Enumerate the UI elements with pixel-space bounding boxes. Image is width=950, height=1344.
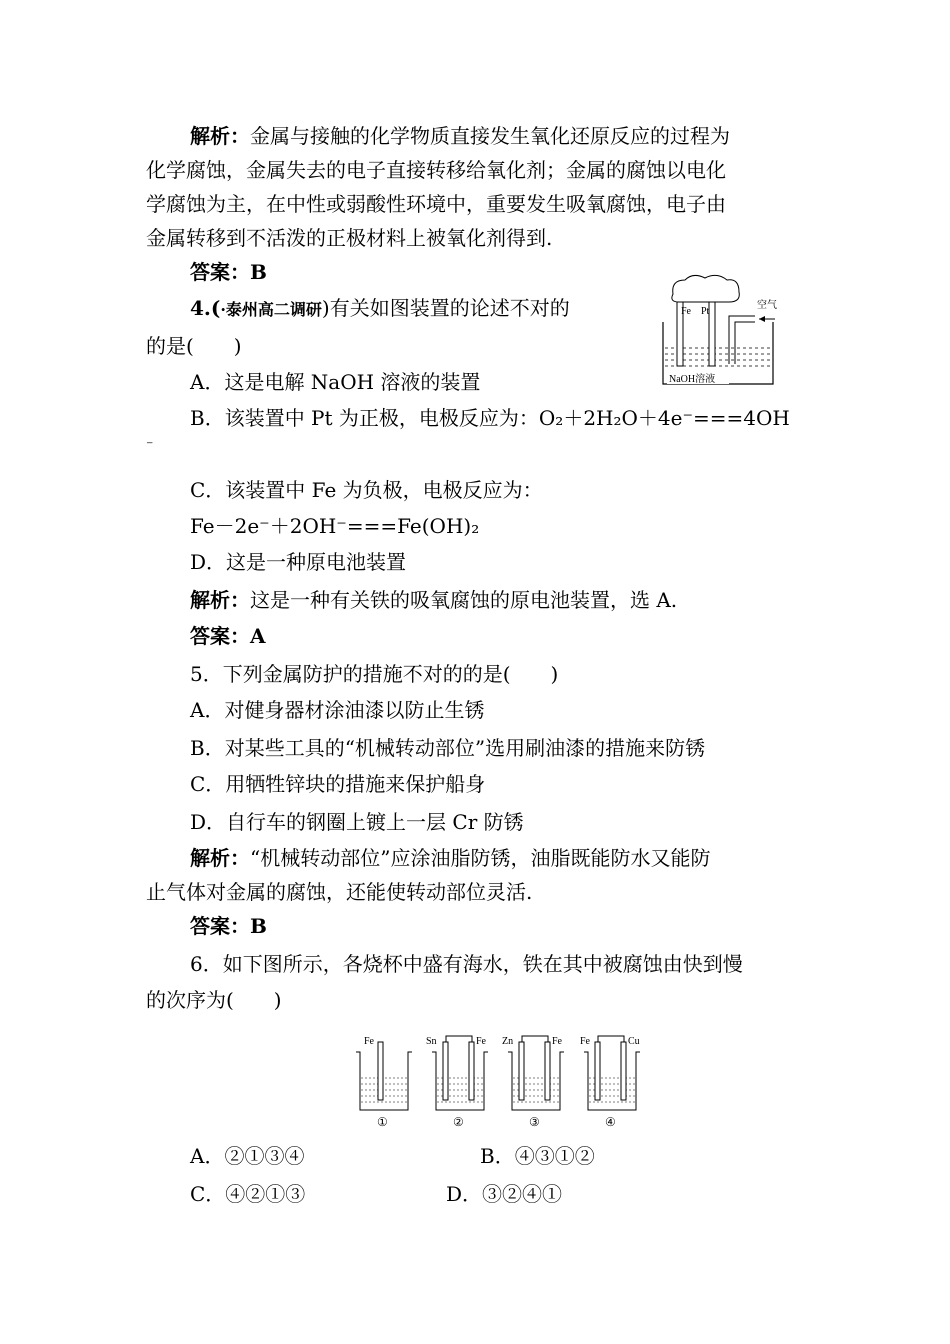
analysis-label: 解析： [190,588,250,612]
q4-option-d: D．这是一种原电池装置 [190,550,407,574]
q5-option-d: D．自行车的钢圈上镀上一层 Cr 防锈 [190,810,524,834]
beaker-3-number: ③ [529,1115,540,1129]
pt-label: Pt [701,306,710,317]
analysis-text: “机械转动部位”应涂油脂防锈，油脂既能防水又能防 [250,846,711,870]
q4-stem-text: )有关如图装置的论述不对的 [321,296,570,320]
answer-label: 答案： [190,624,250,648]
beaker-1-label: Fe [364,1036,374,1047]
answer-value: A [250,624,266,648]
q4-option-b-wrap: ⁻ [146,438,154,454]
q6-option-b: B．④③①② [480,1144,595,1168]
q4-source: ·泰州高二调研 [220,300,322,319]
beaker-3 [502,1036,564,1129]
q3-analysis-line3: 学腐蚀为主，在中性或弱酸性环境中，重要发生吸氧腐蚀，电子由 [146,192,726,216]
beaker-2-number: ② [453,1115,464,1129]
q4-option-c: C．该装置中 Fe 为负极，电极反应为： [190,478,543,502]
q6-stem-line2: 的次序为( ) [146,988,282,1012]
beaker-2-label-right: Fe [476,1036,486,1047]
q5-stem: 5．下列金属防护的措施不对的的是( ) [190,662,559,686]
q3-answer [190,260,267,284]
q5-answer [190,914,267,938]
q5-option-a: A．对健身器材涂油漆以防止生锈 [190,698,485,722]
beaker-1-number: ① [377,1115,388,1129]
q6-option-d: D．③②④① [446,1182,563,1206]
beaker-3-label-right: Fe [552,1036,562,1047]
analysis-text: 这是一种有关铁的吸氧腐蚀的原电池装置，选 A. [250,588,678,612]
q4-answer [190,624,266,648]
q4-option-c-equation: Fe－2e⁻＋2OH⁻===Fe(OH)₂ [190,514,480,538]
q4-number: 4.( [190,296,221,320]
beaker-4-label-right: Cu [628,1036,640,1047]
q6-stem-line1: 6．如下图所示，各烧杯中盛有海水，铁在其中被腐蚀由快到慢 [190,952,743,976]
beakers-figure [350,1030,650,1130]
q5-option-c: C．用牺牲锌块的措施来保护船身 [190,772,486,796]
beaker-4-number: ④ [605,1115,616,1129]
q4-stem-line2: 的是( ) [146,334,242,358]
q5-analysis-line1 [190,846,710,870]
q5-analysis-line2: 止气体对金属的腐蚀，还能使转动部位灵活. [146,880,533,904]
naoh-label: NaOH溶液 [669,374,716,385]
answer-value: B [250,914,267,938]
analysis-label: 解析： [190,846,250,870]
q6-option-a: A．②①③④ [190,1144,305,1168]
answer-label: 答案： [190,260,250,284]
analysis-text: 金属与接触的化学物质直接发生氧化还原反应的过程为 [250,124,730,148]
q3-analysis-line1 [190,124,730,148]
answer-label: 答案： [190,914,250,938]
q4-option-a: A．这是电解 NaOH 溶液的装置 [190,370,481,394]
q3-analysis-line2: 化学腐蚀，金属失去的电子直接转移给氧化剂；金属的腐蚀以电化 [146,158,726,182]
beaker-2 [426,1036,488,1129]
beaker-4-label-left: Fe [580,1036,590,1047]
fe-label: Fe [681,306,691,317]
answer-value: B [250,260,267,284]
q4-stem-line1 [190,296,570,322]
q3-analysis-line4: 金属转移到不活泼的正极材料上被氧化剂得到. [146,226,553,250]
beaker-2-label-left: Sn [426,1036,437,1047]
analysis-label: 解析： [190,124,250,148]
q4-analysis [190,588,677,612]
q4-option-b: B．该装置中 Pt 为正极，电极反应为：O₂＋2H₂O＋4e⁻===4OH [190,406,790,430]
air-label: 空气 [757,300,777,311]
beaker-3-label-left: Zn [502,1036,514,1047]
beaker-4 [580,1036,640,1129]
electrochem-cell-figure [655,272,785,392]
q5-option-b: B．对某些工具的“机械转动部位”选用刷油漆的措施来防锈 [190,736,706,760]
beaker-1 [356,1036,412,1129]
q6-option-c: C．④②①③ [190,1182,306,1206]
